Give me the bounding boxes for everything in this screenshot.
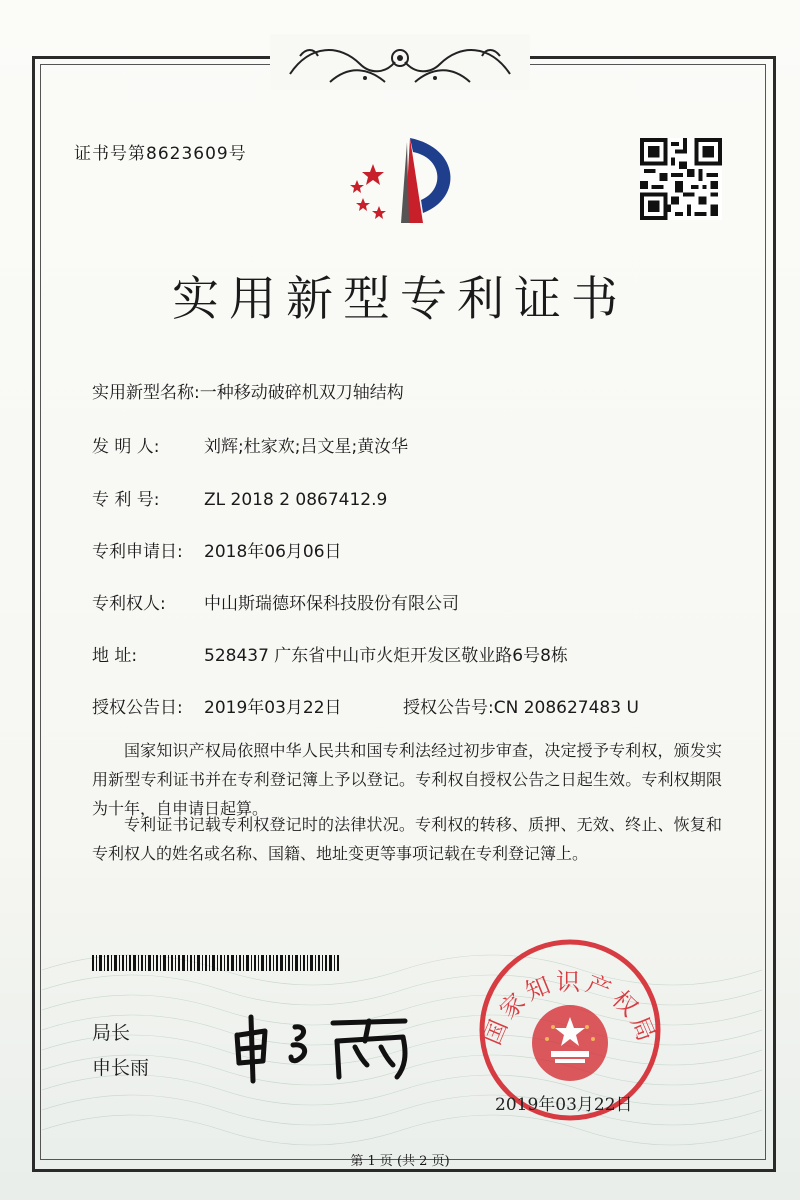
ornament-icon (270, 34, 530, 90)
field-value: ZL 2018 2 0867412.9 (204, 490, 388, 510)
director-title: 局长 (92, 1022, 131, 1044)
director-name: 申长雨 (92, 1057, 150, 1079)
field-label: 发 明 人: (92, 437, 160, 457)
field-value: 中山斯瑞德环保科技股份有限公司 (204, 594, 459, 614)
seal-date: 2019年03月22日 (495, 1095, 633, 1115)
field-value: CN 208627483 U (493, 698, 639, 718)
statement-paragraph-2: 专利证书记载专利权登记时的法律状况。专利权的转移、质押、无效、终止、恢复和专利权人的姓名或名称、国籍、地址变更等事项记载在专利登记簿上。 (92, 815, 722, 863)
field-label: 授权公告号: (403, 698, 494, 718)
field-utility-model-name (92, 378, 404, 403)
field-value: 刘辉;杜家欢;吕文星;黄汝华 (204, 437, 409, 457)
field-label: 专 利 号: (92, 490, 160, 510)
field-value: 2018年06月06日 (204, 542, 342, 562)
field-label: 实用新型名称: (92, 383, 200, 403)
barcode-icon (92, 955, 342, 971)
field-filing-date (92, 537, 342, 562)
field-label: 专利申请日: (92, 542, 183, 562)
patent-office-emblem-icon (335, 128, 465, 238)
qr-code-icon (640, 138, 722, 220)
certificate-number: 证书号第8623609号 (74, 144, 247, 164)
field-value: 2019年03月22日 (204, 698, 342, 718)
field-patentee (92, 589, 459, 614)
field-address (92, 641, 568, 666)
signature-icon (225, 1005, 415, 1085)
field-value: 一种移动破碎机双刀轴结构 (199, 383, 404, 403)
certificate-title: 实用新型专利证书 (172, 272, 628, 327)
field-value: 528437 广东省中山市火炬开发区敬业路6号8栋 (204, 646, 568, 666)
field-grant-number (403, 693, 639, 718)
statement-paragraph-1: 国家知识产权局依照中华人民共和国专利法经过初步审查，决定授予专利权，颁发实用新型专利证书并在专利登记簿上予以登记。专利权自授权公告之日起生效。专利权期限为十年，自申请日起算。 (92, 741, 722, 818)
svg-text:国家知识产权局: 国家知识产权局 (478, 967, 662, 1049)
field-label: 地 址: (92, 646, 138, 666)
page-number: 第 1 页 (共 2 页) (350, 1154, 450, 1169)
field-patent-number (92, 485, 387, 510)
field-grant-date (92, 693, 342, 718)
field-label: 专利权人: (92, 594, 166, 614)
field-label: 授权公告日: (92, 698, 183, 718)
field-inventor (92, 432, 408, 457)
